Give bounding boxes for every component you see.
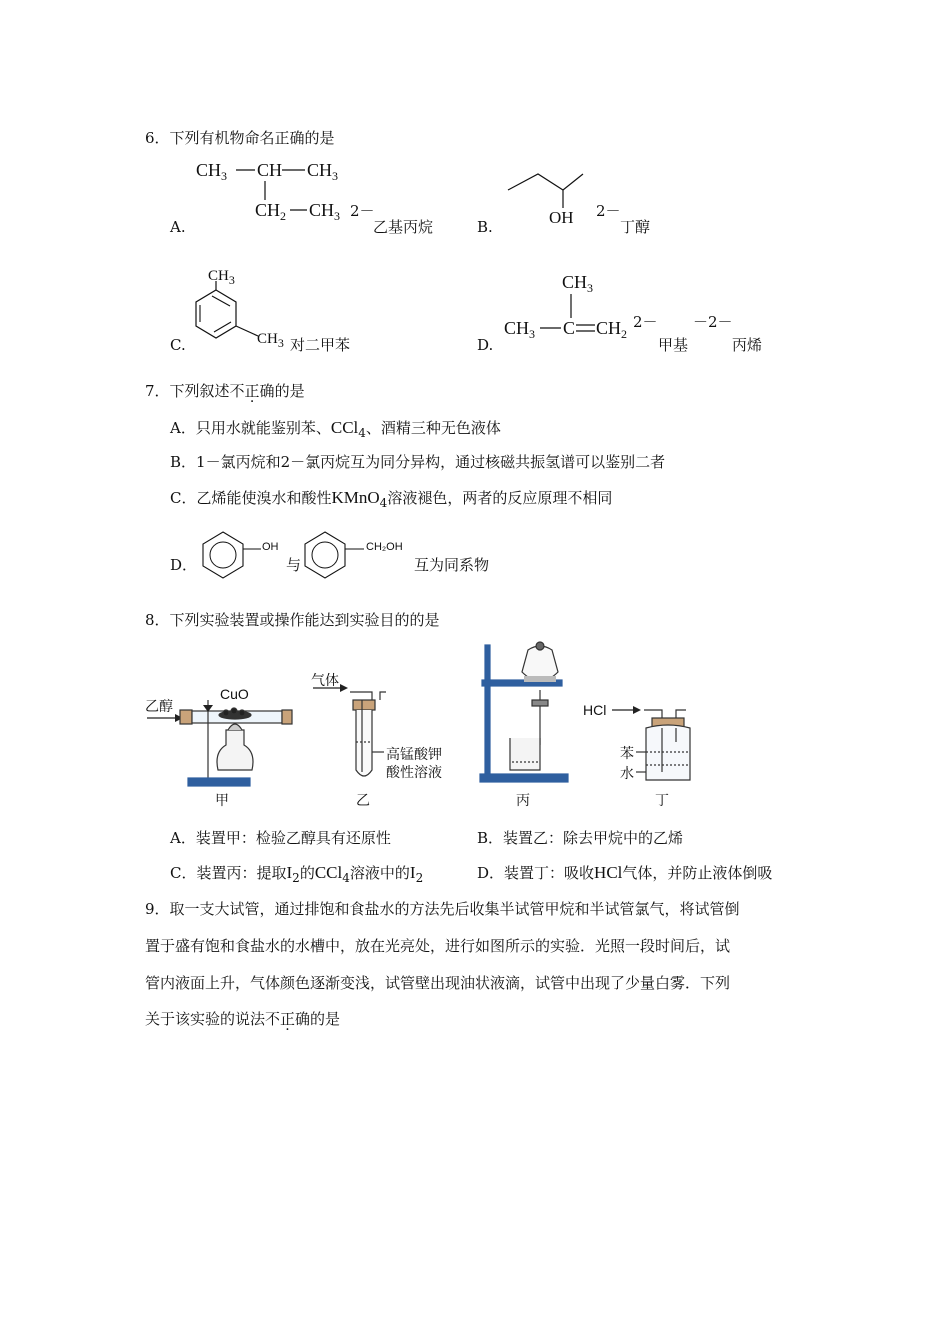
- q7-stem: 7．下列叙述不正确的是: [145, 382, 305, 400]
- q8-option-c[interactable]: C．装置丙：提取$I_2$的CCl$_4$溶液中的$I_2$: [170, 863, 424, 885]
- q6-b-name: 丁醇: [620, 218, 651, 236]
- q7-d-end: 互为同系物: [414, 556, 490, 574]
- q6-d-ch2: $CH_2$: [596, 318, 628, 341]
- fig-caption-ding: 丁: [655, 793, 669, 809]
- fig-caption-yi: 乙: [356, 793, 370, 809]
- q7-d-oh: OH: [262, 541, 279, 553]
- q6-c-ch3-top: $CH_3$: [208, 268, 235, 287]
- q9-line3: 管内液面上升，气体颜色逐渐变浅，试管壁出现油状液滴，试管中出现了少量白雾．下列: [145, 974, 731, 992]
- q7-d-with: 与: [286, 556, 302, 574]
- fig-label-ethanol: 乙醇: [145, 699, 173, 715]
- q6-stem: 6．下列有机物命名正确的是: [145, 129, 335, 147]
- fig-caption-jia: 甲: [215, 793, 229, 809]
- fig-label-water: 水: [620, 766, 634, 782]
- q9-line4: 关于该实验的说法不正确的是: [145, 1010, 341, 1028]
- fig-caption-bing: 丙: [516, 793, 530, 809]
- q6-a-letter[interactable]: A.: [170, 218, 186, 236]
- q6-a-formula-row2: $CH_2$: [255, 200, 287, 223]
- fig-label-cuo: CuO: [220, 686, 249, 702]
- q6-a-name: 乙基丙烷: [373, 218, 434, 236]
- q6-a-ch3-right: $CH_3$: [307, 160, 339, 183]
- q6-b-letter[interactable]: B.: [477, 218, 493, 236]
- q7-d-letter[interactable]: D．: [170, 556, 198, 574]
- fig-label-kmno4-2: 酸性溶液: [386, 765, 442, 781]
- q6-c-ch3-side: $CH_3$: [257, 331, 284, 350]
- q6-d-num1: 2－: [633, 313, 658, 331]
- fig-label-gas: 气体: [311, 673, 339, 689]
- fig-label-hcl: HCl: [583, 702, 607, 718]
- q6-a-formula-row1: $CH_3$: [196, 160, 228, 183]
- q7-d-ch2oh: CH₂OH: [366, 541, 403, 553]
- q6-b-num: 2－: [596, 202, 621, 220]
- q8-option-b[interactable]: B．装置乙：除去甲烷中的乙烯: [477, 829, 684, 847]
- apparatus-bing: [480, 642, 568, 782]
- q6-d-c: C: [563, 318, 576, 338]
- q6-d-letter[interactable]: D.: [477, 336, 494, 354]
- q9-line2: 置于盛有饱和食盐水的水槽中，放在光亮处，进行如图所示的实验．光照一段时间后，试: [145, 937, 731, 955]
- q7-option-c[interactable]: C．乙烯能使溴水和酸性KMnO$_4$溶液褪色，两者的反应原理不相同: [170, 488, 613, 510]
- q6-a-ch: CH: [257, 160, 283, 180]
- q6-c-letter[interactable]: C.: [170, 336, 186, 354]
- q6-a-num: 2－: [350, 202, 375, 220]
- q9-line1: 9．取一支大试管，通过排饱和食盐水的方法先后收集半试管甲烷和半试管氯气，将试管倒: [145, 900, 740, 918]
- q6-d-ch3-left: $CH_3$: [504, 318, 536, 341]
- q7-option-b[interactable]: B．1－氯丙烷和2－氯丙烷互为同分异构，通过核磁共振氢谱可以鉴别二者: [170, 453, 666, 471]
- q6-d-ch3-top: $CH_3$: [562, 272, 594, 295]
- fig-label-kmno4-1: 高锰酸钾: [386, 747, 442, 763]
- q6-d-sub: 甲基: [658, 336, 689, 354]
- q6-b-oh: OH: [549, 208, 574, 227]
- q6-a-ch3-lower: $CH_3$: [309, 200, 341, 223]
- apparatus-yi: [313, 684, 386, 776]
- q6-d-num2: －2－: [693, 313, 733, 331]
- q8-stem: 8．下列实验装置或操作能达到实验目的的是: [145, 611, 440, 629]
- q7-option-a[interactable]: A．只用水就能鉴别苯、CCl$_4$、酒精三种无色液体: [170, 418, 501, 440]
- q8-option-a[interactable]: A．装置甲：检验乙醇具有还原性: [170, 829, 391, 847]
- fig-label-benzene: 苯: [620, 746, 634, 762]
- q6-d-name: 丙烯: [732, 336, 763, 354]
- q6-c-name: 对二甲苯: [290, 336, 351, 354]
- q8-option-d[interactable]: D．装置丁：吸收HCl气体，并防止液体倒吸: [477, 863, 773, 882]
